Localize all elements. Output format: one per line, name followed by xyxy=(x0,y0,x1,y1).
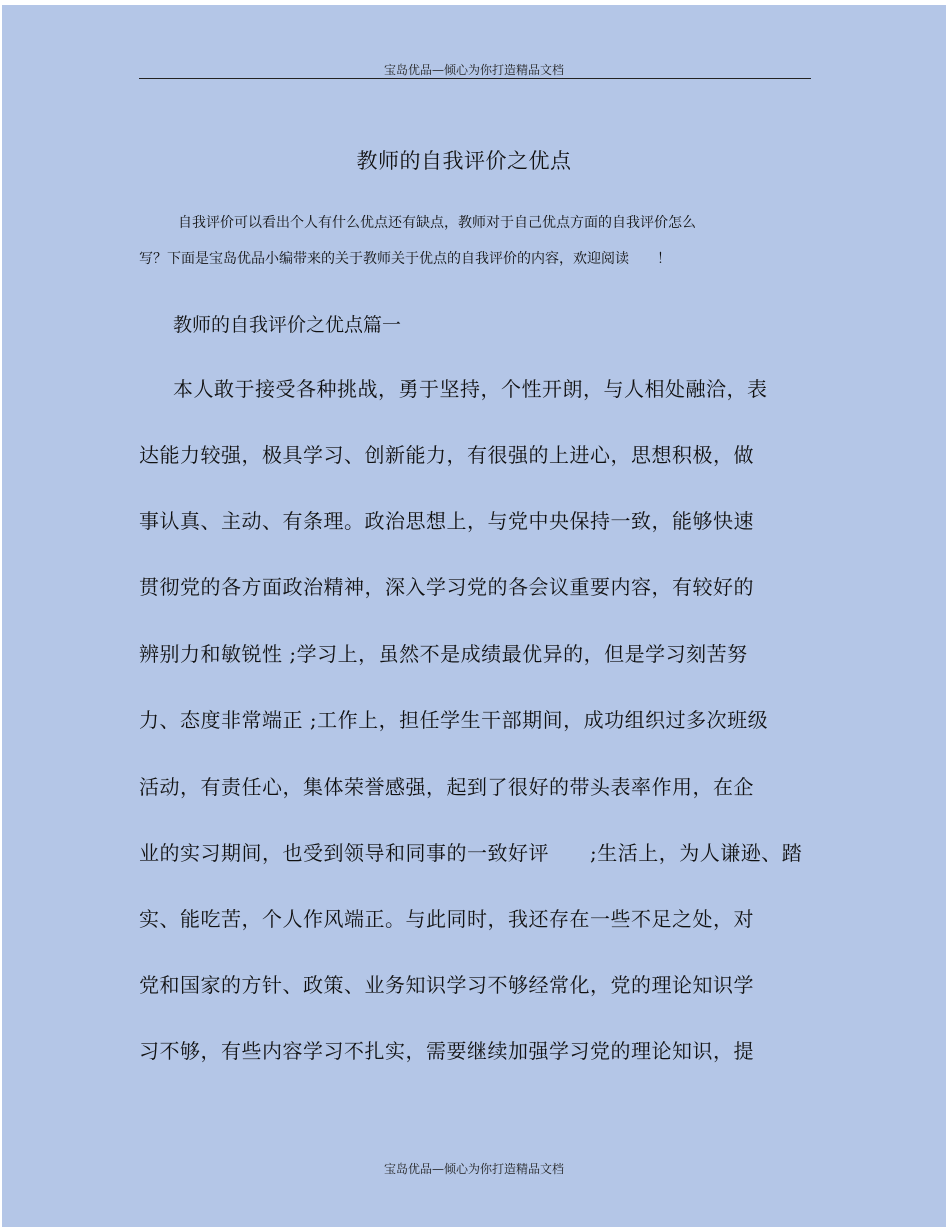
body-line: 辨别力和敏锐性 ;学习上，虽然不是成绩最优异的，但是学习刻苦努 xyxy=(139,642,748,666)
body-line: 实、能吃苦，个人作风端正。与此同时，我还存在一些不足之处，对 xyxy=(139,907,754,931)
body-line: 事认真、主动、有条理。政治思想上，与党中央保持一致，能够快速 xyxy=(139,509,754,533)
body-line: 贯彻党的各方面政治精神，深入学习党的各会议重要内容，有较好的 xyxy=(139,575,754,599)
body-line: 力、态度非常端正 ;工作上，担任学生干部期间，成功组织过多次班级 xyxy=(139,708,769,732)
page-title: 教师的自我评价之优点 xyxy=(356,149,572,173)
document-page xyxy=(2,5,946,1227)
header-divider xyxy=(139,78,811,79)
body-line: 本人敢于接受各种挑战，勇于坚持，个性开朗，与人相处融洽，表 xyxy=(173,377,768,401)
body-line: 达能力较强，极具学习、创新能力，有很强的上进心，思想积极，做 xyxy=(139,443,754,467)
section-heading: 教师的自我评价之优点篇一 xyxy=(173,314,402,336)
body-line: 党和国家的方针、政策、业务知识学习不够经常化，党的理论知识学 xyxy=(139,973,754,997)
body-line: 业的实习期间，也受到领导和同事的一致好评 ;生活上，为人谦逊、踏 xyxy=(139,841,803,865)
page-footer: 宝岛优品—倾心为你打造精品文档 xyxy=(383,1162,564,1176)
page-header: 宝岛优品—倾心为你打造精品文档 xyxy=(383,63,564,77)
intro-line: 写？下面是宝岛优品小编带来的关于教师关于优点的自我评价的内容，欢迎阅读 ！ xyxy=(139,251,671,267)
body-line: 习不够，有些内容学习不扎实，需要继续加强学习党的理论知识，提 xyxy=(139,1039,754,1063)
intro-line: 自我评价可以看出个人有什么优点还有缺点，教师对于自己优点方面的自我评价怎么 xyxy=(178,215,696,231)
body-line: 活动，有责任心，集体荣誉感强，起到了很好的带头表率作用，在企 xyxy=(139,775,754,799)
